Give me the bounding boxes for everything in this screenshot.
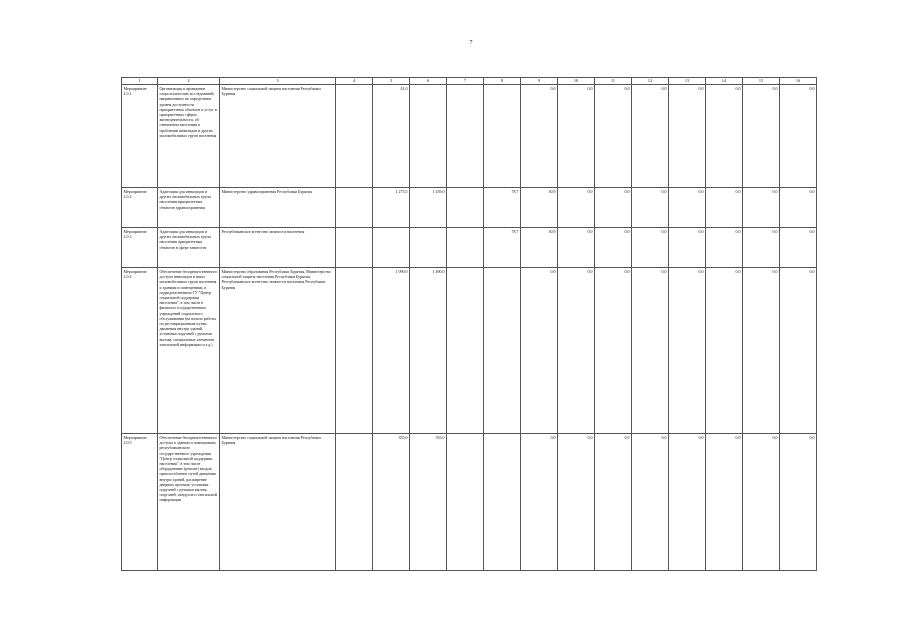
value-cell: 0,0 <box>669 434 706 571</box>
value-cell: 355,0 <box>373 434 410 571</box>
measure-code: Мероприятие 2.0.4 <box>122 268 158 434</box>
measure-name: Обеспечение беспрепятственного доступа инвалидов и иных маломобильных групп населения к зданиям и помещениям, в подведомственном ГУ "Центр социальной поддержки населения", в том числе в филиалах государственных учреждений социального обслуживания (на начало работы по реставрационным путям движения внутри зданий, установка поручней с ручками вызова, специальных элементов тактильной информации и т.д.) <box>158 268 220 434</box>
value-cell: 0,0 <box>780 85 817 188</box>
value-cell <box>410 228 447 268</box>
measure-executor: Министерство здравоохранения Республики Бурятия <box>220 188 336 228</box>
value-cell: 1 090,0 <box>373 268 410 434</box>
value-cell: 0,0 <box>780 228 817 268</box>
column-number-row <box>122 78 817 85</box>
value-cell: 0,0 <box>632 188 669 228</box>
measure-executor: Министерство социальной защиты населения Республики Бурятия <box>220 434 336 571</box>
measure-name: Адаптация для инвалидов и других маломобильных групп населения приоритетных объектов здравоохранения <box>158 188 220 228</box>
value-cell: 41,0 <box>373 85 410 188</box>
measure-name: Адаптация для инвалидов и других маломобильных групп населения приоритетных объектов в сфере занятости <box>158 228 220 268</box>
table-row <box>122 268 817 434</box>
value-cell <box>336 228 373 268</box>
value-cell: 0,0 <box>669 188 706 228</box>
column-header: 4 <box>336 78 373 85</box>
measure-name: Обеспечение беспрепятственного доступа к зданию и помещениям республиканского государственного учреждения "Центр социальной поддержки населения", в том числе оборудование (ремонт) входов, приспособление путей движения внутри зданий, расширение дверных проемов, установка поручней с ручками вызова, поручней, пандусов и тактильной информации <box>158 434 220 571</box>
value-cell: 1 490,0 <box>410 268 447 434</box>
value-cell: 0,0 <box>743 268 780 434</box>
value-cell: 0,0 <box>780 188 817 228</box>
value-cell <box>484 434 521 571</box>
value-cell: 0,0 <box>558 268 595 434</box>
column-header: 8 <box>484 78 521 85</box>
table-row <box>122 228 817 268</box>
value-cell: 0,0 <box>558 188 595 228</box>
measure-code: Мероприятие 2.0.5 <box>122 434 158 571</box>
value-cell: 1 273,5 <box>373 188 410 228</box>
column-header: 15 <box>743 78 780 85</box>
value-cell: 0,0 <box>632 85 669 188</box>
table-row <box>122 434 817 571</box>
value-cell: 0,0 <box>558 228 595 268</box>
value-cell: 0,0 <box>780 268 817 434</box>
column-header: 11 <box>595 78 632 85</box>
value-cell <box>336 85 373 188</box>
column-header: 16 <box>780 78 817 85</box>
value-cell: 0,0 <box>743 434 780 571</box>
value-cell: 0,0 <box>743 85 780 188</box>
value-cell <box>336 188 373 228</box>
value-cell <box>336 434 373 571</box>
value-cell: 0,0 <box>521 268 558 434</box>
value-cell: 355,0 <box>410 434 447 571</box>
column-header: 14 <box>706 78 743 85</box>
measure-code: Мероприятие 2.0.1 <box>122 85 158 188</box>
column-header: 3 <box>220 78 336 85</box>
measure-executor: Республиканское агентство занятости населения <box>220 228 336 268</box>
table-row <box>122 188 817 228</box>
value-cell: 0,0 <box>706 85 743 188</box>
value-cell <box>447 434 484 571</box>
column-header: 2 <box>158 78 220 85</box>
value-cell <box>336 268 373 434</box>
value-cell: 0,0 <box>706 434 743 571</box>
value-cell: 0,0 <box>669 228 706 268</box>
value-cell: 30,9 <box>521 188 558 228</box>
value-cell: 0,0 <box>706 268 743 434</box>
value-cell: 0,0 <box>706 188 743 228</box>
measure-code: Мероприятие 2.0.2 <box>122 188 158 228</box>
column-header: 13 <box>669 78 706 85</box>
column-header: 10 <box>558 78 595 85</box>
value-cell: 0,0 <box>743 188 780 228</box>
value-cell: 0,0 <box>669 85 706 188</box>
value-cell <box>373 228 410 268</box>
value-cell <box>447 268 484 434</box>
measure-executor: Министерство социальной защиты населения Республики Бурятия <box>220 85 336 188</box>
value-cell: 0,0 <box>521 85 558 188</box>
measure-executor: Министерство образования Республики Бурятия, Министерство социальной защиты населения Республики Бурятия, Республиканское агентство занятости населения Республики Бурятия <box>220 268 336 434</box>
value-cell: 0,0 <box>669 268 706 434</box>
value-cell: 0,0 <box>632 268 669 434</box>
value-cell: 0,0 <box>706 228 743 268</box>
column-header: 1 <box>122 78 158 85</box>
column-header: 6 <box>410 78 447 85</box>
value-cell: 0,0 <box>595 188 632 228</box>
measures-table <box>121 77 817 571</box>
column-header: 9 <box>521 78 558 85</box>
value-cell: 0,0 <box>595 268 632 434</box>
value-cell: 30,9 <box>521 228 558 268</box>
value-cell: 0,0 <box>595 228 632 268</box>
value-cell: 78,7 <box>484 228 521 268</box>
value-cell: 0,0 <box>595 85 632 188</box>
page-number: 7 <box>469 40 473 46</box>
table-row <box>122 85 817 188</box>
value-cell: 0,0 <box>780 434 817 571</box>
value-cell <box>484 85 521 188</box>
value-cell: 0,0 <box>595 434 632 571</box>
value-cell <box>447 228 484 268</box>
value-cell: 78,7 <box>484 188 521 228</box>
value-cell: 0,0 <box>558 434 595 571</box>
value-cell: 1 459,0 <box>410 188 447 228</box>
value-cell: 0,0 <box>558 85 595 188</box>
value-cell <box>447 188 484 228</box>
value-cell: 0,0 <box>632 228 669 268</box>
value-cell: 0,0 <box>632 434 669 571</box>
column-header: 7 <box>447 78 484 85</box>
value-cell <box>410 85 447 188</box>
column-header: 12 <box>632 78 669 85</box>
measure-name: Организация и проведение социологических исследований, направленных на определение уровня доступности приоритетных объектов и услуг в приоритетных сферах жизнедеятельности, об отношении населения к проблемам инвалидов и других маломобильных групп населения <box>158 85 220 188</box>
measure-code: Мероприятие 2.0.3 <box>122 228 158 268</box>
column-header: 5 <box>373 78 410 85</box>
value-cell: 0,0 <box>743 228 780 268</box>
value-cell <box>484 268 521 434</box>
value-cell: 0,0 <box>521 434 558 571</box>
value-cell <box>447 85 484 188</box>
